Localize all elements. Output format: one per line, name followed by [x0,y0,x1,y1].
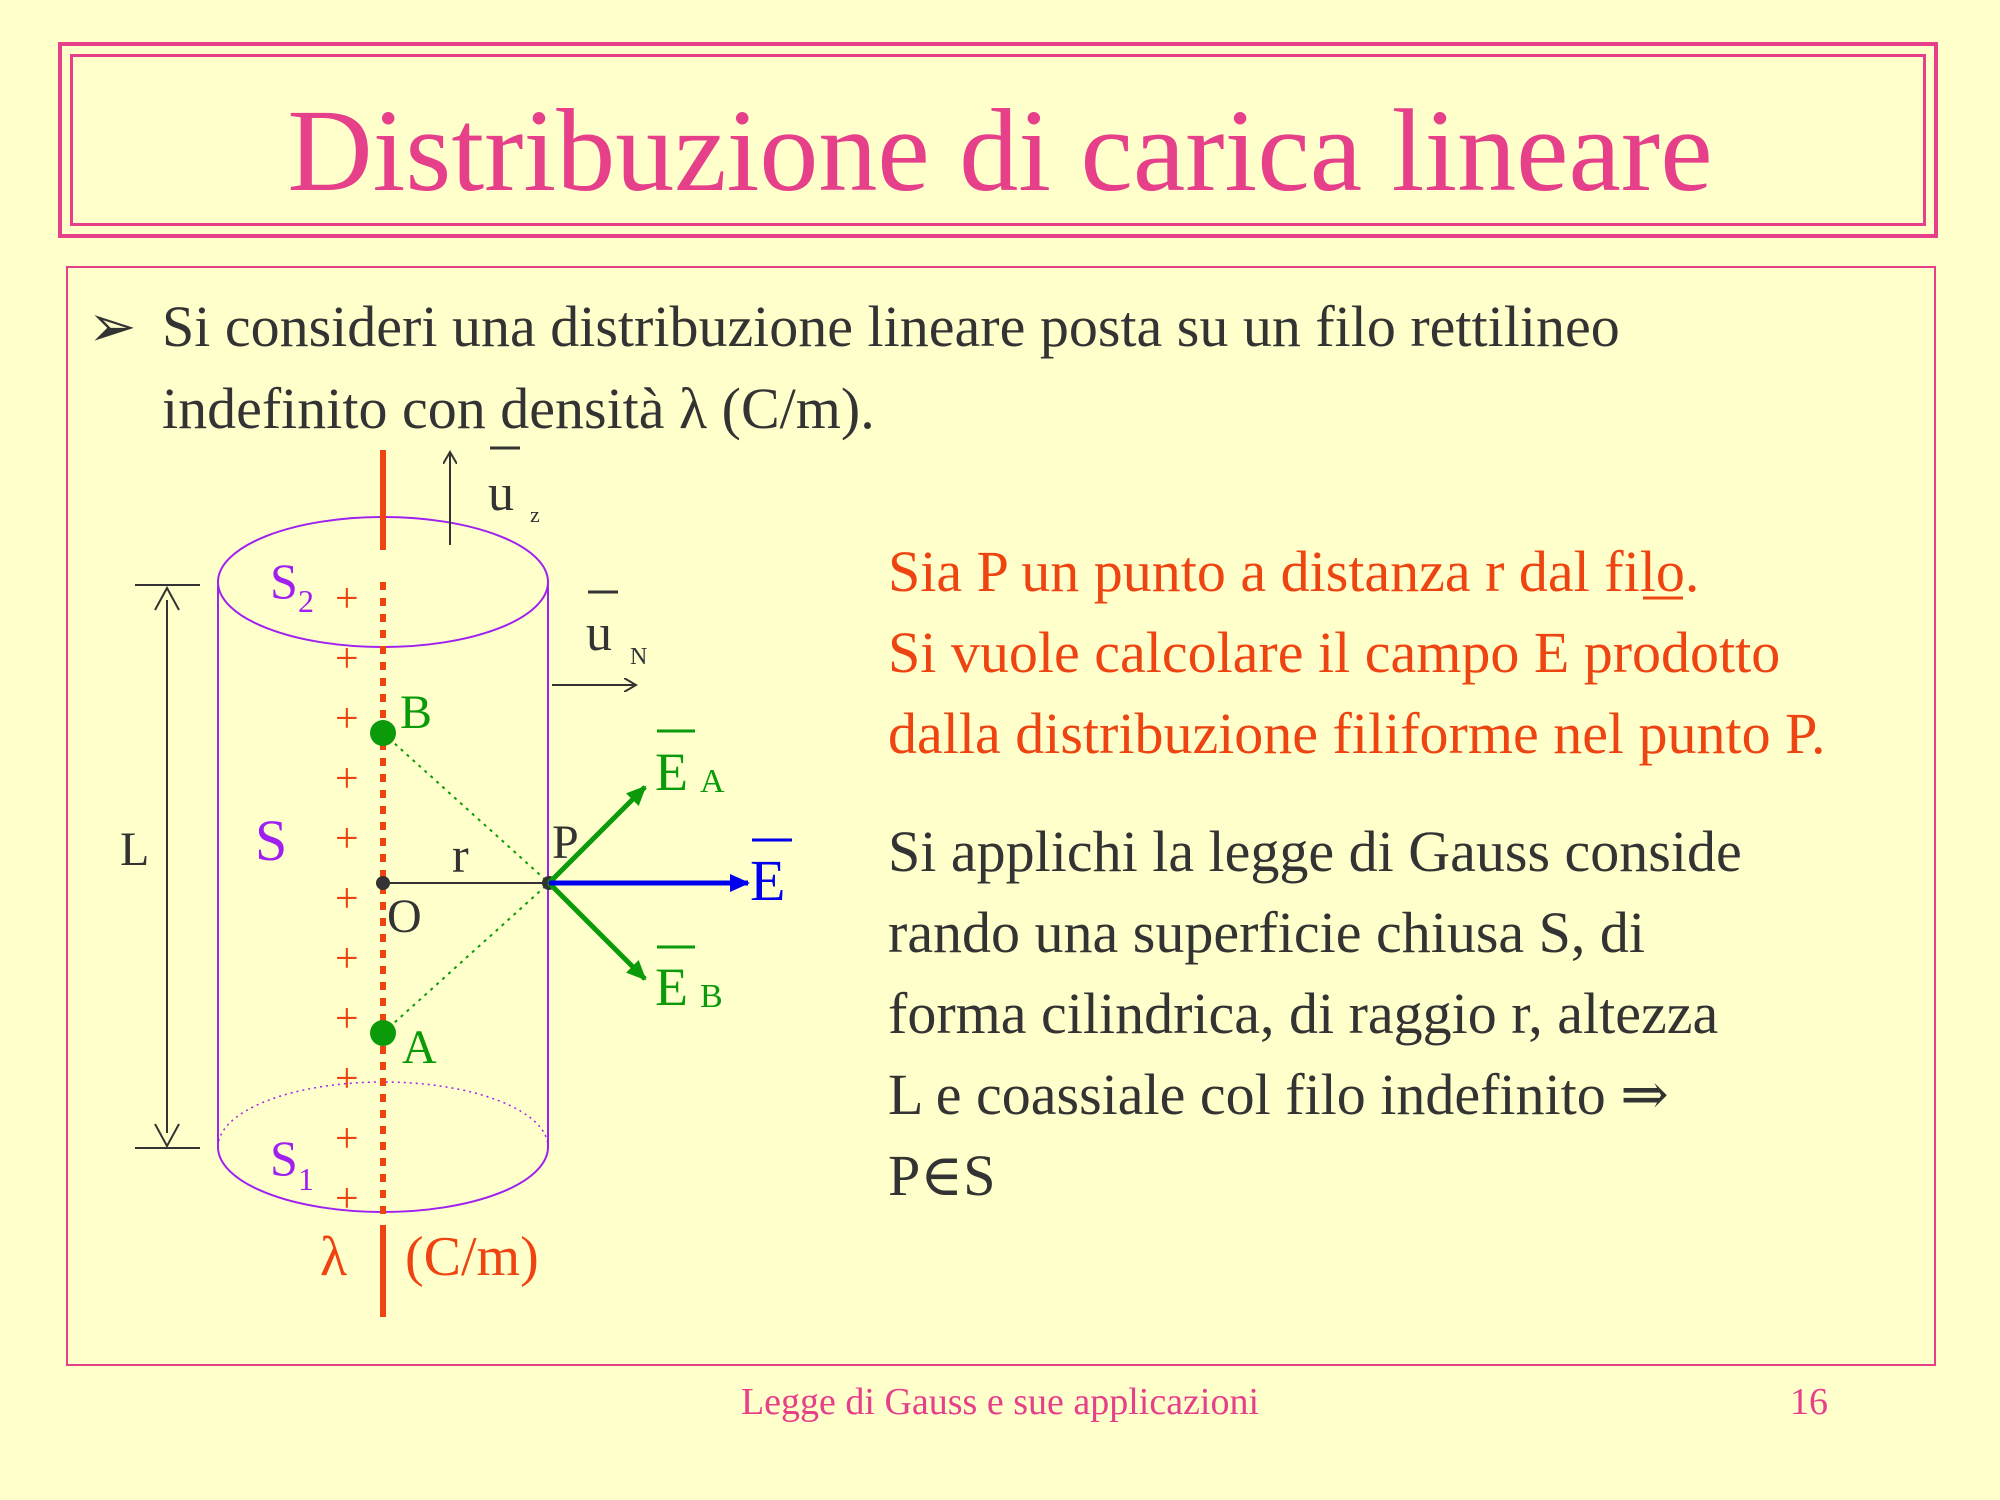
bullet-line-2: indefinito con densità λ (C/m). [162,376,875,441]
red-line-2: Si vuole calcolare il campo E prodotto [888,620,1781,685]
point-O [376,876,390,890]
plus-sign: + [335,1056,359,1102]
plus-signs [335,576,359,1222]
gray-line-3: forma cilindrica, di raggio r, altezza [888,981,1719,1046]
un-subscript: N [630,644,648,670]
uz-subscript: z [530,502,540,527]
EA-label: E [655,742,688,802]
plus-sign: + [335,756,359,802]
surface-S1-label: S [270,1130,298,1186]
EB-vector [549,883,645,979]
gray-line-2: rando una superficie chiusa S, di [888,900,1646,965]
plus-sign: + [335,816,359,862]
EA-subscript: A [700,763,725,800]
plus-sign: + [335,936,359,982]
lambda-label: λ [320,1226,348,1288]
point-A-label: A [402,1021,437,1074]
plus-sign: + [335,576,359,622]
plus-sign: + [335,1176,359,1222]
surface-S2-subscript: 2 [298,583,314,619]
surface-S-label: S [255,808,288,873]
red-line-3: dalla distribuzione filiforme nel punto P. [888,701,1826,766]
red-line-1: Sia P un punto a distanza r dal filo. [888,539,1700,604]
slide-title: Distribuzione di carica lineare [287,85,1713,216]
point-P-label: P [552,816,579,869]
plus-sign: + [335,696,359,742]
page-number: 16 [1790,1381,1828,1423]
L-label: L [120,823,150,876]
EB-label: E [655,957,688,1017]
plus-sign: + [335,636,359,682]
point-A [370,1020,396,1046]
un-label: u [586,605,612,662]
radius-label: r [452,827,469,883]
plus-sign: + [335,876,359,922]
plus-sign: + [335,996,359,1042]
uz-label: u [488,465,514,522]
point-O-label: O [387,890,422,943]
surface-S1-subscript: 1 [298,1161,314,1197]
point-B-label: B [400,686,433,739]
gray-line-5: P∈S [888,1143,996,1208]
gray-line-1: Si applichi la legge di Gauss conside [888,819,1742,884]
footer-title: Legge di Gauss e sue applicazioni [740,1381,1260,1423]
point-B [370,720,396,746]
surface-S2-label: S [270,553,298,609]
density-unit-label: (C/m) [405,1226,539,1288]
EB-subscript: B [700,978,723,1015]
gray-line-4: L e coassiale col filo indefinito ⇒ [888,1062,1669,1127]
bullet-arrow-icon: ➢ [88,294,137,359]
bullet-line-1: Si consideri una distribuzione lineare posta su un filo rettilineo [162,294,1620,359]
plus-sign: + [335,1116,359,1162]
E-label: E [750,848,786,913]
